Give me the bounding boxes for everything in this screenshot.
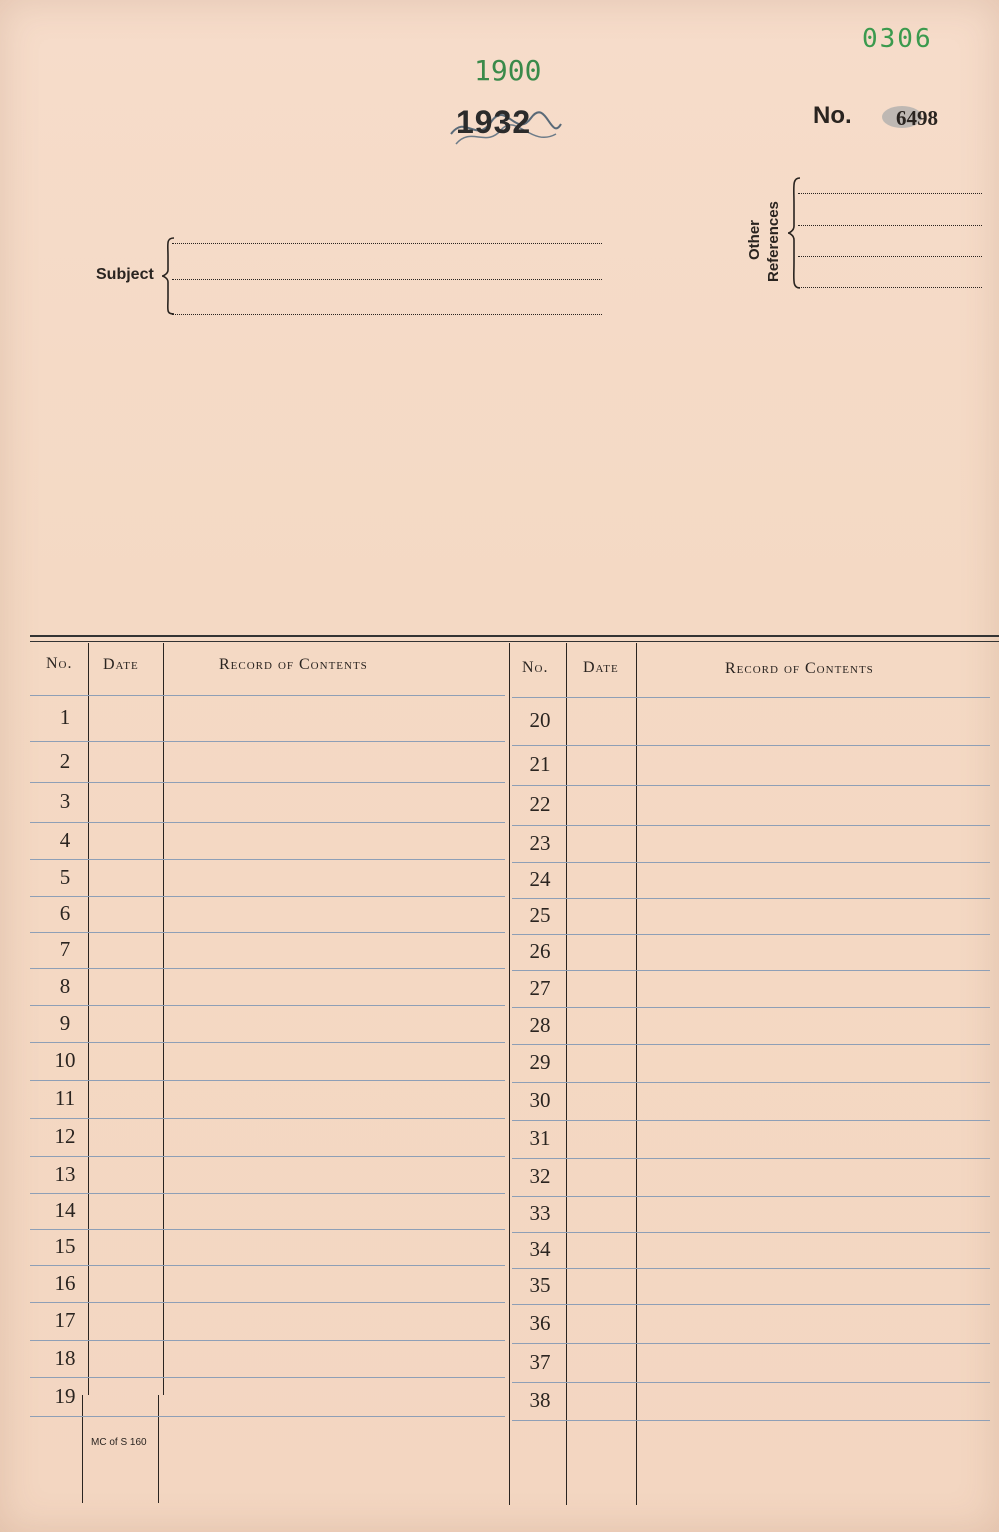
row-number-left: 15 bbox=[54, 1234, 76, 1258]
row-rule-left bbox=[30, 1042, 505, 1043]
row-number-right: 32 bbox=[529, 1164, 551, 1188]
form-code: MC of S 160 bbox=[91, 1437, 147, 1448]
row-rule-left bbox=[30, 1377, 505, 1378]
row-rule-right bbox=[512, 745, 990, 746]
row-rule-left bbox=[30, 968, 505, 969]
row-rule-right bbox=[512, 785, 990, 786]
references-label: References bbox=[765, 201, 782, 282]
reference-line[interactable] bbox=[798, 287, 982, 288]
row-number-right: 21 bbox=[529, 752, 551, 776]
row-number-left: 7 bbox=[59, 937, 71, 961]
row-number-right: 38 bbox=[529, 1388, 551, 1412]
row-number-right: 34 bbox=[529, 1237, 551, 1261]
row-rule-left bbox=[30, 932, 505, 933]
row-number-right: 26 bbox=[529, 939, 551, 963]
row-number-right: 24 bbox=[529, 867, 551, 891]
row-rule-left bbox=[30, 1005, 505, 1006]
row-number-left: 12 bbox=[54, 1124, 76, 1148]
row-number-left: 10 bbox=[54, 1048, 76, 1072]
row-rule-right bbox=[512, 1382, 990, 1383]
row-rule-right bbox=[512, 1343, 990, 1344]
header-record-left: Record of Contents bbox=[219, 656, 368, 673]
row-number-left: 3 bbox=[59, 789, 71, 813]
row-number-right: 27 bbox=[529, 975, 551, 1000]
row-number-left: 14 bbox=[54, 1198, 76, 1222]
column-divider bbox=[88, 643, 89, 1395]
reference-line[interactable] bbox=[798, 193, 982, 194]
row-rule-right bbox=[512, 898, 990, 899]
subject-line[interactable] bbox=[172, 243, 602, 244]
row-rule-right bbox=[512, 1120, 990, 1121]
subject-brace-icon bbox=[160, 236, 176, 316]
row-number-right: 23 bbox=[529, 830, 551, 855]
row-number-left: 9 bbox=[59, 1010, 71, 1035]
column-divider bbox=[636, 643, 637, 1505]
row-number-right: 25 bbox=[529, 903, 551, 927]
table-top-rule bbox=[30, 641, 999, 642]
row-number-left: 16 bbox=[54, 1270, 76, 1295]
row-rule-right bbox=[512, 1082, 990, 1083]
row-number-left: 11 bbox=[54, 1086, 76, 1110]
row-number-left: 13 bbox=[54, 1161, 76, 1186]
row-rule-right bbox=[512, 970, 990, 971]
column-divider bbox=[163, 643, 164, 1395]
row-rule-right bbox=[512, 1196, 990, 1197]
row-rule-right bbox=[512, 1158, 990, 1159]
row-number-right: 33 bbox=[529, 1201, 551, 1225]
table-top-rule bbox=[30, 635, 999, 637]
subject-line[interactable] bbox=[172, 314, 602, 315]
row-number-right: 36 bbox=[529, 1310, 551, 1335]
header-no-right: No. bbox=[522, 659, 549, 676]
row-rule-left bbox=[30, 695, 505, 696]
row-number-right: 20 bbox=[529, 708, 551, 732]
row-rule-left bbox=[30, 1302, 505, 1303]
row-number-left: 6 bbox=[59, 901, 71, 925]
row-rule-left bbox=[30, 741, 505, 742]
row-rule-right bbox=[512, 1044, 990, 1045]
row-number-right: 35 bbox=[529, 1273, 551, 1297]
row-number-right: 30 bbox=[529, 1088, 551, 1112]
row-rule-left bbox=[30, 1118, 505, 1119]
column-divider bbox=[82, 1395, 83, 1503]
row-rule-right bbox=[512, 1268, 990, 1269]
row-rule-left bbox=[30, 1340, 505, 1341]
row-number-left: 18 bbox=[54, 1345, 76, 1370]
row-number-left: 5 bbox=[59, 864, 71, 889]
column-divider bbox=[158, 1395, 159, 1503]
row-rule-left bbox=[30, 859, 505, 860]
row-number-right: 31 bbox=[529, 1126, 551, 1150]
row-number-left: 8 bbox=[59, 973, 71, 998]
stamp-number: 0306 bbox=[862, 24, 933, 54]
other-label: Other bbox=[746, 219, 763, 260]
row-rule-left bbox=[30, 1229, 505, 1230]
file-number: 6498 bbox=[896, 106, 938, 130]
row-rule-right bbox=[512, 697, 990, 698]
row-rule-right bbox=[512, 862, 990, 863]
reference-line[interactable] bbox=[798, 256, 982, 257]
header-date-left: Date bbox=[103, 656, 139, 673]
header-record-right: Record of Contents bbox=[725, 660, 874, 677]
year-overstamped: 1932 bbox=[456, 104, 532, 140]
column-divider bbox=[566, 643, 567, 1505]
subject-line[interactable] bbox=[172, 279, 602, 280]
row-rule-right bbox=[512, 1007, 990, 1008]
column-divider bbox=[509, 643, 510, 1505]
row-number-left: 2 bbox=[59, 748, 71, 773]
row-rule-right bbox=[512, 1420, 990, 1421]
row-rule-left bbox=[30, 782, 505, 783]
row-number-left: 4 bbox=[59, 827, 71, 852]
row-rule-left bbox=[30, 1193, 505, 1194]
row-number-left: 1 bbox=[59, 705, 71, 729]
row-rule-left bbox=[30, 1156, 505, 1157]
row-number-right: 29 bbox=[529, 1050, 551, 1074]
row-rule-right bbox=[512, 825, 990, 826]
row-rule-right bbox=[512, 934, 990, 935]
row-rule-left bbox=[30, 822, 505, 823]
year-printed: 1900 bbox=[474, 54, 542, 87]
header-date-right: Date bbox=[583, 659, 619, 676]
row-rule-left bbox=[30, 896, 505, 897]
row-rule-left bbox=[30, 1416, 505, 1417]
row-rule-right bbox=[512, 1304, 990, 1305]
row-number-left: 19 bbox=[54, 1383, 76, 1408]
row-rule-right bbox=[512, 1232, 990, 1233]
row-number-left: 17 bbox=[54, 1308, 76, 1332]
reference-line[interactable] bbox=[798, 225, 982, 226]
header-no-left: No. bbox=[46, 655, 73, 672]
number-label: No. bbox=[813, 102, 852, 129]
row-rule-left bbox=[30, 1080, 505, 1081]
subject-label: Subject bbox=[96, 266, 154, 283]
row-number-right: 37 bbox=[529, 1349, 551, 1374]
row-rule-left bbox=[30, 1265, 505, 1266]
row-number-right: 22 bbox=[529, 792, 551, 816]
row-number-right: 28 bbox=[529, 1012, 551, 1037]
